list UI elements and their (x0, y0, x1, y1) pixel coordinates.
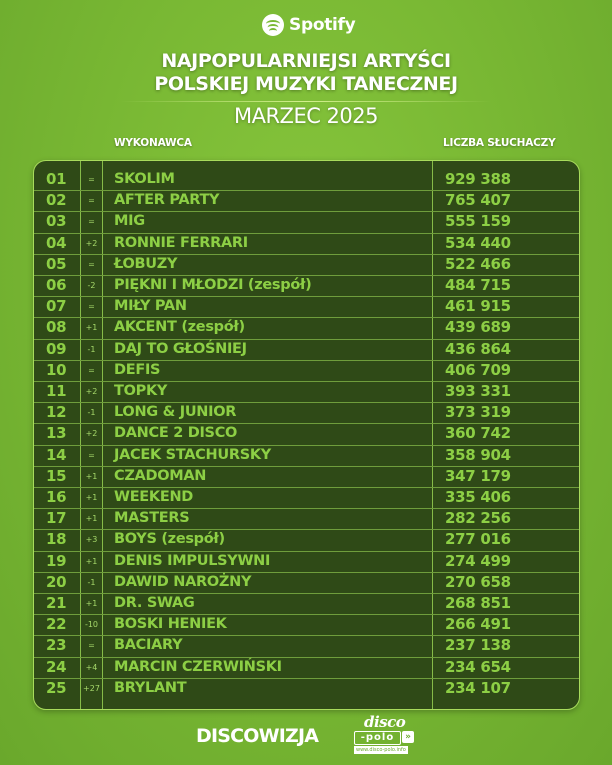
table-row (34, 508, 579, 530)
discowizja-logo: DISCOWIZJA (196, 725, 319, 747)
artist-cell: BOYS (zespół) (114, 531, 225, 548)
artist-cell: AKCENT (zespół) (114, 319, 245, 336)
listeners-cell: 534 440 (445, 233, 511, 252)
table-row (34, 296, 579, 318)
table-row (34, 360, 579, 382)
table-row (34, 190, 579, 212)
column-header-artist: WYKONAWCA (114, 137, 192, 149)
change-cell: = (88, 217, 95, 227)
artist-cell: MIŁY PAN (114, 298, 187, 315)
artist-cell: BACIARY (114, 637, 183, 654)
listeners-cell: 360 742 (445, 424, 511, 443)
change-cell: = (88, 641, 95, 651)
listeners-cell: 484 715 (445, 276, 511, 294)
listeners-cell: 266 491 (445, 615, 511, 634)
listeners-cell: 461 915 (445, 297, 511, 316)
artist-cell: DEFIS (114, 361, 161, 378)
title-line-2: POLSKIEJ MUZYKI TANECZNEJ (154, 73, 458, 95)
listeners-cell: 522 466 (445, 254, 511, 273)
listeners-cell: 270 658 (445, 572, 511, 591)
disco-polo-logo-top: disco (364, 713, 406, 731)
rank-cell: 06 (46, 276, 67, 294)
spotify-logo-icon (262, 14, 284, 36)
table-row (34, 678, 579, 699)
change-cell: -1 (87, 577, 96, 587)
artist-cell: ŁOBUZY (114, 255, 178, 272)
table-row (34, 593, 579, 615)
table-row (34, 466, 579, 488)
listeners-cell: 358 904 (445, 445, 511, 464)
rank-cell: 13 (46, 424, 67, 443)
listeners-cell: 335 406 (445, 488, 511, 506)
rank-cell: 25 (46, 678, 67, 697)
rank-cell: 22 (46, 615, 67, 634)
change-cell: +1 (85, 493, 98, 502)
artist-cell: PIĘKNI I MŁODZI (zespół) (114, 277, 312, 293)
table-row (34, 657, 579, 679)
table-row (34, 169, 579, 191)
rank-cell: 17 (46, 509, 67, 528)
table-row (34, 339, 579, 361)
artist-cell: JACEK STACHURSKY (114, 446, 271, 463)
artist-cell: DANCE 2 DISCO (114, 425, 238, 442)
change-cell: +4 (85, 662, 98, 672)
change-cell: +1 (85, 471, 98, 481)
change-cell: = (88, 259, 95, 269)
disco-polo-logo (352, 713, 414, 758)
listeners-cell: 436 864 (445, 339, 511, 358)
change-cell: -2 (87, 281, 96, 290)
rank-cell: 24 (46, 657, 67, 676)
rank-cell: 01 (46, 170, 67, 188)
change-cell: +1 (85, 599, 98, 608)
artist-cell: BRYLANT (114, 679, 187, 696)
artist-cell: RONNIE FERRARI (114, 234, 248, 251)
column-header-listeners: LICZBA SŁUCHACZY (443, 137, 556, 149)
artist-cell: WEEKEND (114, 489, 194, 505)
listeners-cell: 373 319 (445, 403, 511, 422)
change-cell: +1 (85, 323, 98, 333)
artist-cell: CZADOMAN (114, 467, 207, 484)
rank-cell: 23 (46, 636, 67, 655)
rank-cell: 20 (46, 572, 67, 591)
fast-forward-icon: » (402, 731, 414, 743)
change-cell: -10 (84, 620, 99, 630)
listeners-cell: 929 388 (445, 170, 511, 188)
table-row (34, 233, 579, 255)
table-row (34, 614, 579, 636)
rank-cell: 05 (46, 254, 67, 273)
disco-polo-logo-url: www.disco-polo.info (356, 747, 406, 753)
rank-cell: 11 (46, 382, 67, 400)
change-cell: -1 (87, 408, 96, 418)
table-row (34, 635, 579, 657)
spotify-wordmark: Spotify (289, 15, 356, 35)
change-cell: +1 (85, 514, 98, 524)
change-cell: = (88, 175, 95, 184)
table-row (34, 211, 579, 233)
rank-cell: 10 (46, 360, 67, 379)
listeners-cell: 282 256 (445, 509, 511, 528)
artist-cell: DAJ TO GŁOŚNIEJ (114, 340, 247, 357)
change-cell: = (88, 196, 95, 206)
table-row (34, 381, 579, 403)
table-row (34, 529, 579, 551)
period-label: MARZEC 2025 (233, 104, 378, 128)
listeners-cell: 347 179 (445, 466, 511, 485)
change-cell: +2 (85, 429, 98, 439)
rank-cell: 21 (46, 594, 67, 612)
rank-cell: 12 (46, 403, 67, 422)
listeners-cell: 237 138 (445, 636, 511, 655)
listeners-cell: 765 407 (445, 191, 511, 210)
rank-cell: 16 (46, 488, 67, 506)
artist-cell: MARCIN CZERWIŃSKI (114, 658, 282, 675)
listeners-cell: 268 851 (445, 594, 511, 612)
table-row (34, 551, 579, 573)
listeners-cell: 234 107 (445, 678, 511, 697)
change-cell: -1 (87, 344, 96, 354)
table-row (34, 402, 579, 424)
listeners-cell: 439 689 (445, 318, 511, 337)
rank-cell: 09 (46, 339, 67, 358)
change-cell: +27 (83, 683, 100, 693)
change-cell: = (88, 302, 95, 312)
disco-polo-logo-middle: -polo (354, 731, 401, 745)
artist-cell: AFTER PARTY (114, 192, 220, 209)
ranking-table (33, 160, 580, 710)
artist-cell: DAWID NAROŻNY (114, 573, 252, 590)
table-row (34, 254, 579, 276)
change-cell: = (88, 450, 95, 460)
table-row (34, 275, 579, 297)
listeners-cell: 277 016 (445, 530, 511, 549)
listeners-cell: 393 331 (445, 382, 511, 400)
table-row (34, 423, 579, 445)
title-divider (120, 101, 492, 102)
rank-cell: 18 (46, 530, 67, 549)
table-row (34, 317, 579, 339)
table-row (34, 572, 579, 594)
listeners-cell: 406 709 (445, 360, 511, 379)
artist-cell: BOSKI HENIEK (114, 616, 227, 633)
rank-cell: 15 (46, 466, 67, 485)
rank-cell: 14 (46, 445, 67, 464)
artist-cell: LONG & JUNIOR (114, 404, 237, 421)
artist-cell: MASTERS (114, 510, 190, 527)
rank-cell: 08 (46, 318, 67, 337)
artist-cell: DR. SWAG (114, 595, 195, 611)
listeners-cell: 234 654 (445, 657, 511, 676)
rank-cell: 03 (46, 212, 67, 231)
rank-cell: 07 (46, 297, 67, 316)
listeners-cell: 555 159 (445, 212, 511, 231)
rank-cell: 02 (46, 191, 67, 210)
change-cell: +2 (85, 238, 98, 248)
spotify-brand (262, 12, 355, 38)
rank-cell: 19 (46, 551, 67, 570)
change-cell: +2 (85, 387, 98, 396)
listeners-cell: 274 499 (445, 551, 511, 570)
title-line-1: NAJPOPULARNIEJSI ARTYŚCI (161, 50, 451, 72)
change-cell: +3 (85, 535, 98, 545)
rank-cell: 04 (46, 233, 67, 252)
change-cell: = (88, 365, 95, 375)
table-row (34, 445, 579, 467)
change-cell: +1 (85, 556, 98, 566)
table-row (34, 487, 579, 509)
artist-cell: DENIS IMPULSYWNI (114, 552, 271, 569)
artist-cell: MIG (114, 213, 145, 230)
artist-cell: SKOLIM (114, 171, 175, 187)
artist-cell: TOPKY (114, 383, 168, 399)
